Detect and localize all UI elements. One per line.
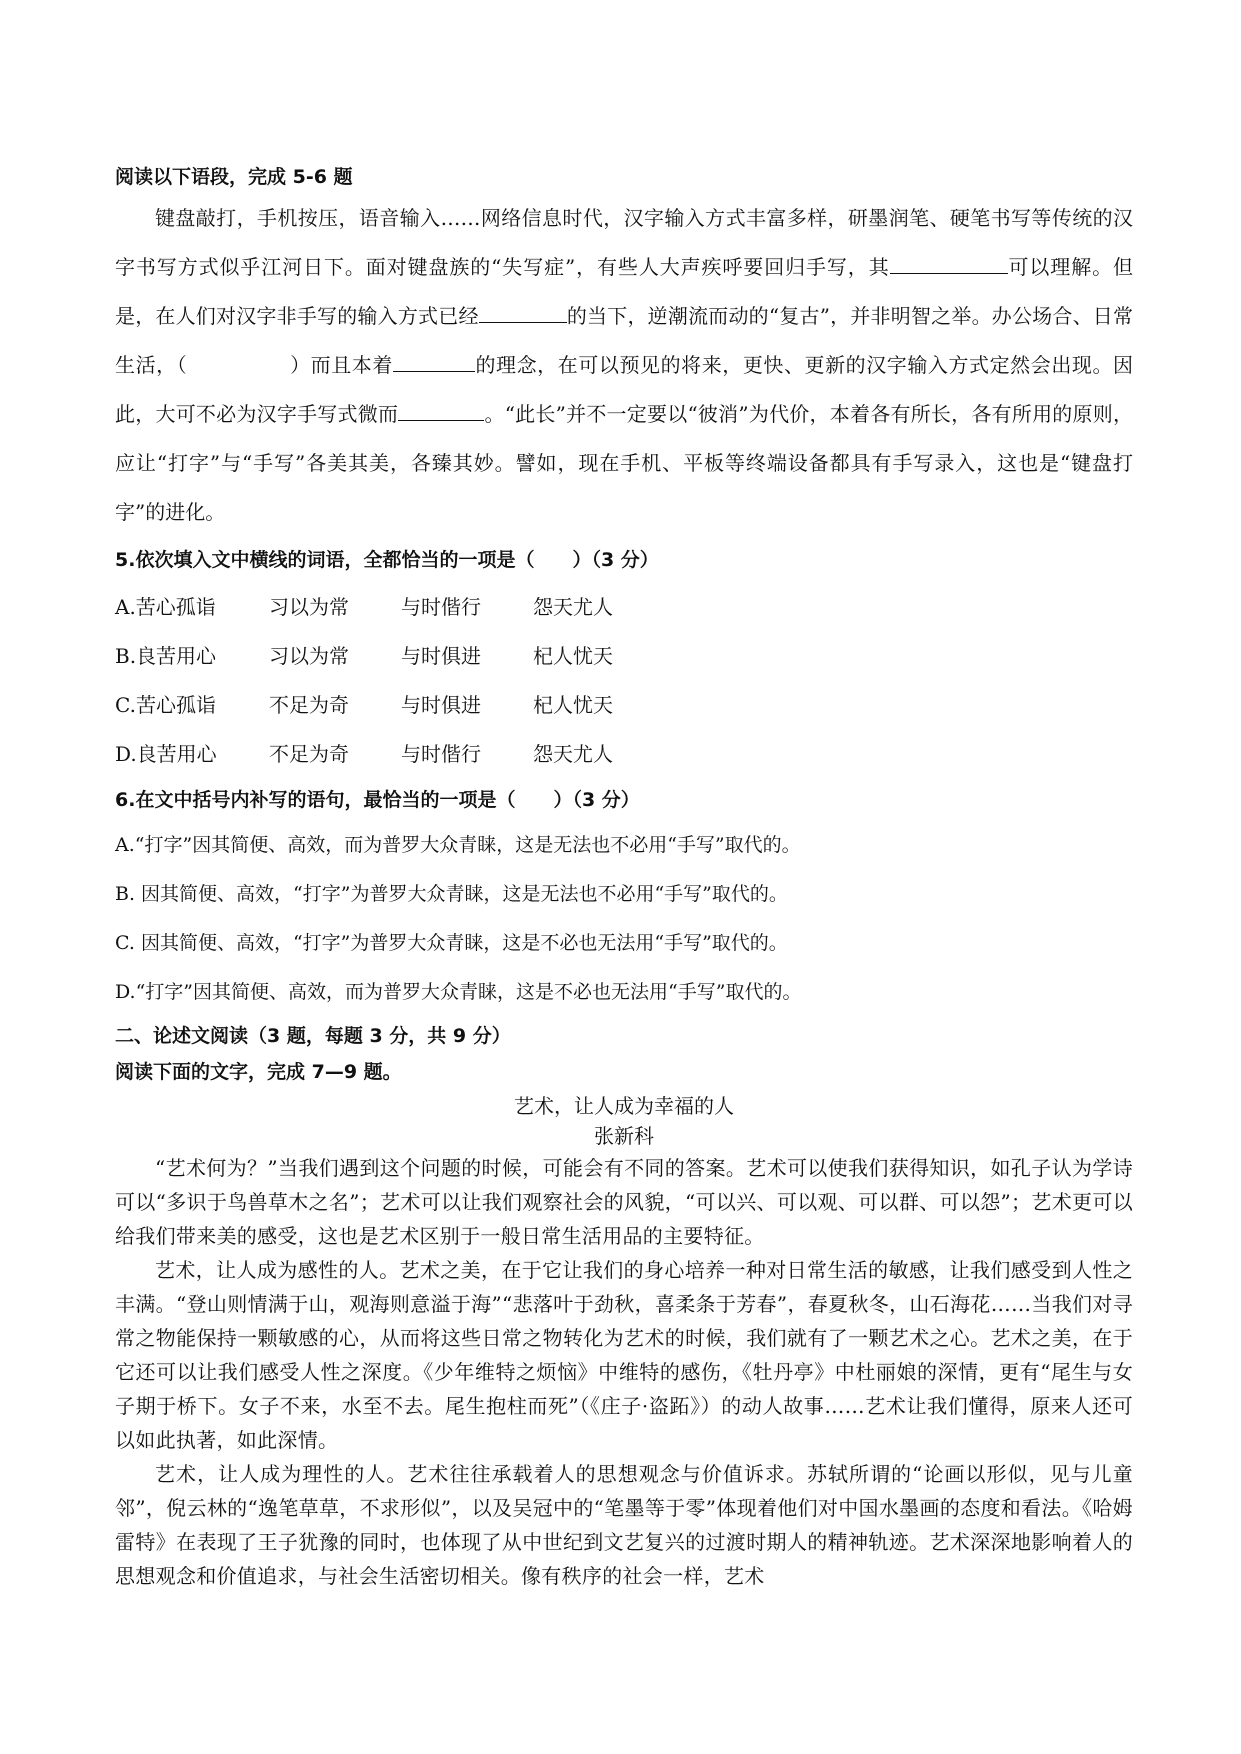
option-word: 与时俱进 — [401, 644, 481, 668]
option-word: 怨天尤人 — [533, 595, 613, 619]
option-b[interactable]: B. 因其简便、高效，“打字”为普罗大众青睐，这是无法也不必用“手写”取代的。 — [115, 883, 788, 905]
answer-blank-1[interactable] — [890, 253, 1008, 274]
answer-blank-4[interactable] — [398, 400, 484, 421]
option-word: 怨天尤人 — [533, 742, 613, 766]
option-a[interactable]: A.“打字”因其简便、高效，而为普罗大众青睐，这是无法也不必用“手写”取代的。 — [115, 834, 801, 856]
option-row[interactable] — [115, 632, 1133, 681]
passage-part-2: 可以理解。但是，在人们对汉字非手写的输入方式已经 — [115, 255, 1134, 328]
question-5-options — [115, 583, 1133, 779]
question-5-stem: 5.依次填入文中横线的词语，全都恰当的一项是（ ）（3 分） — [115, 549, 659, 571]
section-a-heading: 阅读以下语段，完成 5-6 题 — [115, 166, 353, 188]
option-word: 习以为常 — [269, 644, 349, 668]
option-word: A.苦心孤诣 — [115, 595, 216, 619]
option-word: 与时偕行 — [401, 742, 481, 766]
option-word: 习以为常 — [269, 595, 349, 619]
question-6-stem: 6.在文中括号内补写的语句，最恰当的一项是（ ）（3 分） — [115, 789, 640, 811]
option-row[interactable] — [115, 681, 1133, 730]
option-d[interactable]: D.“打字”因其简便、高效，而为普罗大众青睐，这是不必也无法用“手写”取代的。 — [115, 981, 802, 1003]
option-word: C.苦心孤诣 — [115, 693, 216, 717]
option-word: B.良苦用心 — [115, 644, 217, 668]
article-paragraph: 艺术，让人成为理性的人。艺术往往承载着人的思想观念与价值诉求。苏轼所谓的“论画以形似，见与儿童邻”，倪云林的“逸笔草草，不求形似”，以及吴冠中的“笔墨等于零”体现着他们对中国水墨画的态度和看法。《哈姆雷特》在表现了王子犹豫的同时，也体现了从中世纪到文艺复兴的过渡时期人的精神轨迹。艺术深深地影响着人的思想观念和价值追求，与社会生活密切相关。像有秩序的社会一样，艺术 — [115, 1462, 1133, 1588]
option-word: D.良苦用心 — [115, 742, 217, 766]
option-word: 不足为奇 — [269, 742, 349, 766]
option-row[interactable] — [115, 730, 1133, 779]
reading-passage — [115, 194, 1133, 537]
article-author: 张新科 — [594, 1124, 654, 1148]
article-paragraph: 艺术，让人成为感性的人。艺术之美，在于它让我们的身心培养一种对日常生活的敏感，让我们感受到人性之丰满。“登山则情满于山，观海则意溢于海”“悲落叶于劲秋，喜柔条于芳春”，春夏秋冬，山石海花……当我们对寻常之物能保持一颗敏感的心，从而将这些日常之物转化为艺术的时候，我们就有了一颗艺术之心。艺术之美，在于它还可以让我们感受人性之深度。《少年维特之烦恼》中维特的感伤，《牡丹亭》中杜丽娘的深情，更有“尾生与女子期于桥下。女子不来，水至不去。尾生抱柱而死”（《庄子·盗跖》）的动人故事……艺术让我们懂得，原来人还可以如此执著，如此深情。 — [115, 1258, 1133, 1452]
answer-blank-3[interactable] — [393, 351, 475, 372]
option-row[interactable] — [115, 583, 1133, 632]
passage-part-3: 的当下，逆潮流而动的“复古”，并非明智之举。办公场合、日常生活，（ ）而且本着 — [115, 304, 1133, 377]
article-title: 艺术，让人成为幸福的人 — [514, 1094, 734, 1118]
passage-part-4: 的理念，在可以预见的将来，更快、更新的汉字输入方式定然会出现。因此，大可不必为汉字手写式微而 — [115, 353, 1134, 426]
question-6-options — [115, 821, 1133, 1017]
section-b-heading: 二、论述文阅读（3 题，每题 3 分，共 9 分） — [115, 1025, 511, 1047]
passage-part-1: 键盘敲打，手机按压，语音输入……网络信息时代，汉字输入方式丰富多样，研墨润笔、硬笔书写等传统的汉字书写方式似乎江河日下。面对键盘族的“失写症”，有些人大声疾呼要回归手写，其 — [115, 206, 1133, 279]
option-word: 杞人忧天 — [533, 644, 613, 668]
exam-page — [115, 160, 1133, 1593]
option-word: 与时偕行 — [401, 595, 481, 619]
option-word: 杞人忧天 — [533, 693, 613, 717]
option-c[interactable]: C. 因其简便、高效，“打字”为普罗大众青睐，这是不必也无法用“手写”取代的。 — [115, 932, 788, 954]
answer-blank-2[interactable] — [479, 302, 567, 323]
article-paragraph: “艺术何为？”当我们遇到这个问题的时候，可能会有不同的答案。艺术可以使我们获得知识，如孔子认为学诗可以“多识于鸟兽草木之名”；艺术可以让我们观察社会的风貌，“可以兴、可以观、可以群、可以怨”；艺术更可以给我们带来美的感受，这也是艺术区别于一般日常生活用品的主要特征。 — [115, 1156, 1133, 1248]
option-word: 不足为奇 — [269, 693, 349, 717]
section-b-instruction: 阅读下面的文字，完成 7—9 题。 — [115, 1061, 402, 1083]
passage-part-5: 。“此长”并不一定要以“彼消”为代价，本着各有所长，各有所用的原则，应让“打字”与“手写”各美其美，各臻其妙。譬如，现在手机、平板等终端设备都具有手写录入，这也是“键盘打字”的进化。 — [115, 402, 1134, 524]
option-word: 与时俱进 — [401, 693, 481, 717]
